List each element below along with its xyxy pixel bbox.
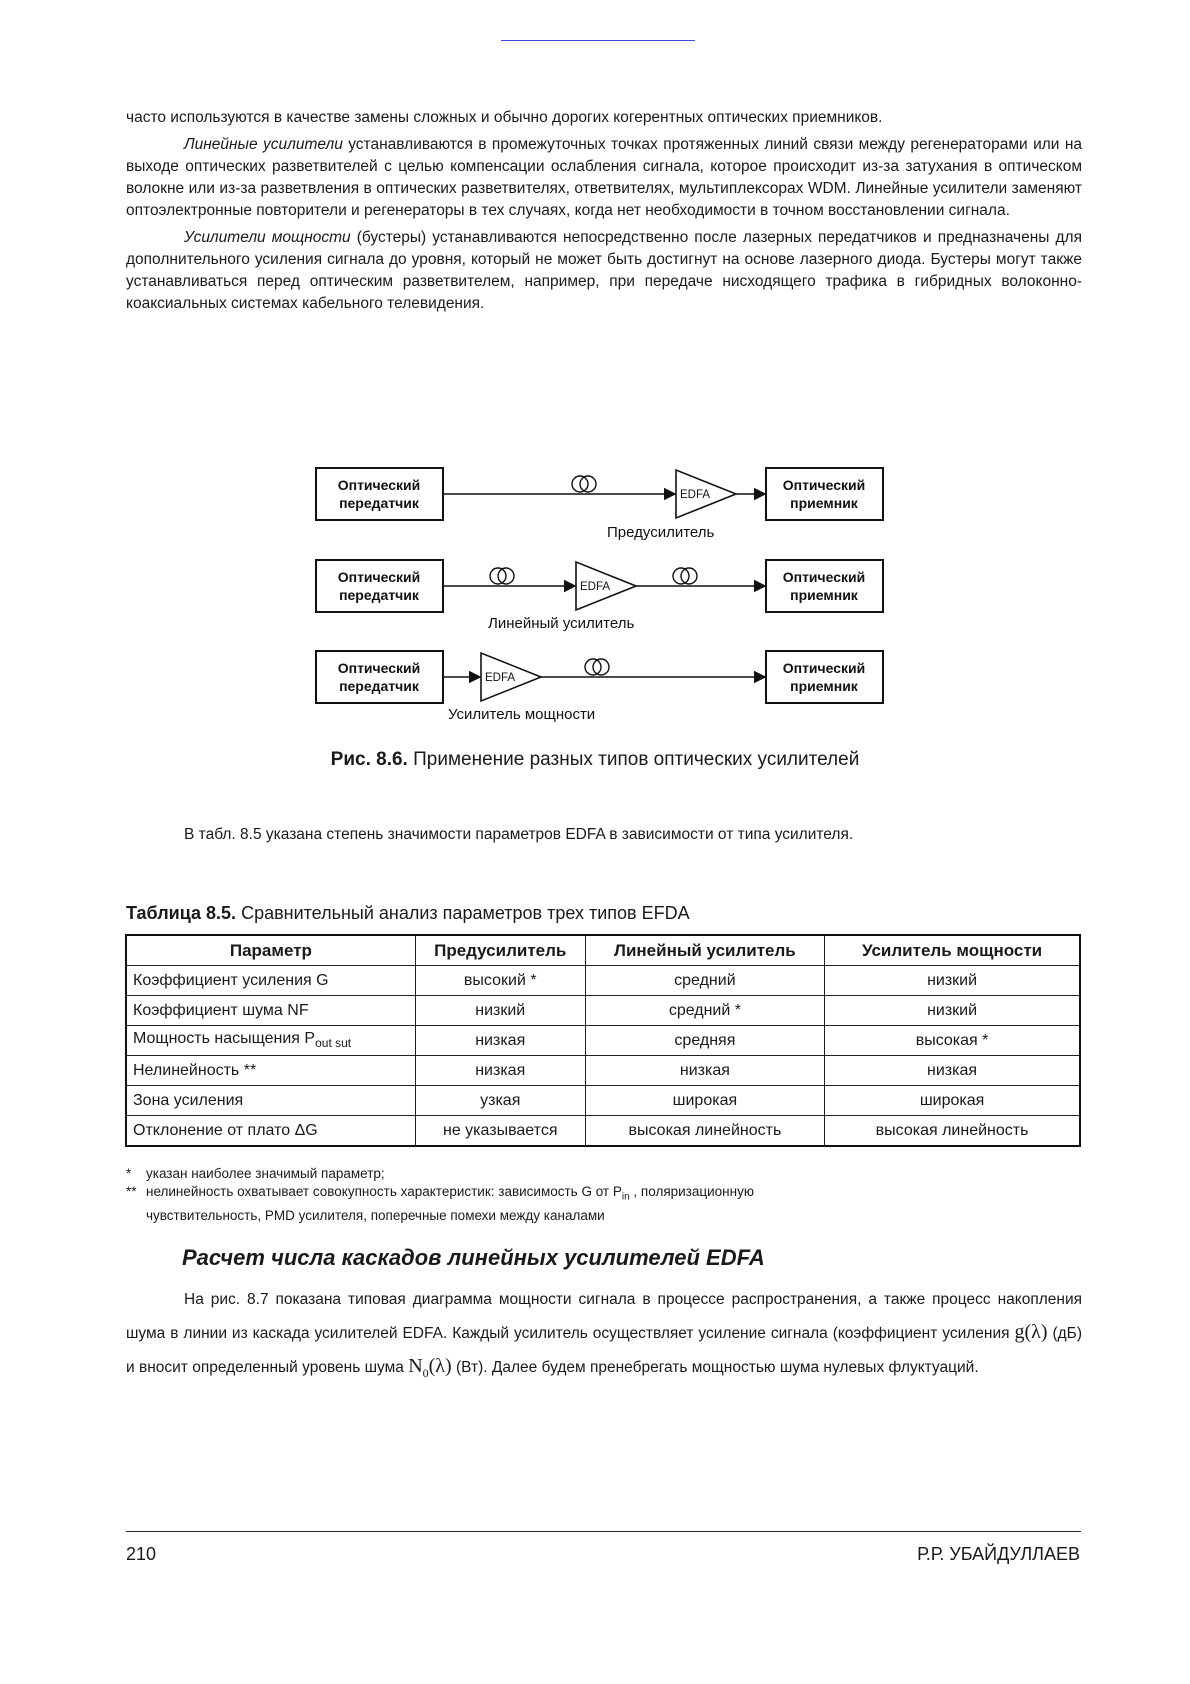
amplifier-diagram	[310, 462, 900, 722]
table-cell: Коэффициент усиления G	[126, 966, 415, 996]
note-1-mark: *	[126, 1166, 132, 1181]
receiver-label-1: Оптический	[782, 477, 866, 493]
receiver-label-1: Оптический	[782, 569, 866, 585]
table-row	[126, 1026, 1080, 1056]
table-cell: высокая линейность	[825, 1116, 1080, 1147]
table-row	[126, 1086, 1080, 1116]
transmitter-label-2: передатчик	[339, 495, 419, 511]
psat-subscript: out sut	[315, 1036, 352, 1051]
caption-power-amplifier: Усилитель мощности	[448, 706, 596, 722]
table-cell: низкая	[415, 1056, 585, 1086]
transmitter-box	[316, 560, 443, 612]
table-cell: не указывается	[415, 1116, 585, 1147]
final-text-b: (дБ) и вносит определенный уровень шума	[126, 1325, 1082, 1376]
edfa-amplifier-icon	[481, 653, 541, 701]
receiver-box	[766, 468, 883, 520]
term-power-amplifiers: Усилители мощности	[184, 229, 351, 246]
psat-label: Мощность насыщения P	[133, 1030, 316, 1048]
transmitter-box	[316, 651, 443, 703]
caption-line-amplifier: Линейный усилитель	[488, 615, 635, 632]
table-cell: широкая	[825, 1086, 1080, 1116]
fiber-coil-icon	[572, 476, 596, 492]
edfa-label: EDFA	[485, 672, 516, 684]
figure-caption-text: Применение разных типов оптических усилителей	[407, 749, 860, 770]
paragraph-1: часто используются в качестве замены сложных и обычно дорогих когерентных оптических приемников.	[126, 109, 883, 126]
noise-symbol: N	[408, 1355, 423, 1377]
table-intro-text: В табл. 8.5 указана степень значимости параметров EDFA в зависимости от типа усилителя.	[184, 826, 854, 843]
transmitter-label-1: Оптический	[337, 660, 421, 676]
paragraph-2-text: устанавливаются в промежуточных точках протяженных линий связи между регенераторами или на выходе оптических разветвителей с целью компенсации ослабления сигнала, которое происходит из-за затухания в оптическом волокне или из-за разветвления в оптических разветвителях, ответвителях, мультиплексорах WDM. Линейные усилители заменяют оптоэлектронные повторители и регенераторы в тех случаях, когда нет необходимости в точном восстановлении сигнала.	[126, 136, 1082, 219]
table-row	[126, 1056, 1080, 1086]
fiber-coil-icon	[673, 568, 697, 584]
transmitter-label-2: передатчик	[339, 587, 419, 603]
edfa-label: EDFA	[680, 489, 711, 501]
receiver-box	[766, 560, 883, 612]
table-cell: широкая	[585, 1086, 824, 1116]
table-cell	[126, 1026, 415, 1056]
term-line-amplifiers: Линейные усилители	[184, 136, 343, 153]
table-cell: средний *	[585, 996, 824, 1026]
table-cell: Коэффициент шума NF	[126, 996, 415, 1026]
transmitter-label-1: Оптический	[337, 477, 421, 493]
header-cell: Усилитель мощности	[825, 935, 1080, 966]
note-2-text	[146, 1183, 754, 1207]
edfa-amplifier-icon	[576, 562, 636, 610]
figure-caption	[0, 749, 1190, 771]
section-heading: Расчет числа каскадов линейных усилителей EDFA	[182, 1245, 765, 1270]
noise-formula	[408, 1355, 452, 1380]
parameters-table	[125, 934, 1081, 1147]
paragraph-line-amplifiers	[126, 134, 1082, 222]
top-link-rule	[501, 40, 695, 41]
table-cell: Нелинейность **	[126, 1056, 415, 1086]
transmitter-label-2: передатчик	[339, 678, 419, 694]
note-2-text-a: нелинейность охватывает совокупность характеристик: зависимость G от P	[146, 1184, 622, 1199]
footer-author: Р.Р. УБАЙДУЛЛАЕВ	[917, 1544, 1080, 1564]
table-header-row	[126, 935, 1080, 966]
receiver-box	[766, 651, 883, 703]
table-cell: низкая	[415, 1026, 585, 1056]
header-cell: Предусилитель	[415, 935, 585, 966]
note-2-subscript: in	[621, 1191, 630, 1203]
final-paragraph-text	[126, 1284, 1082, 1389]
header-cell: Линейный усилитель	[585, 935, 824, 966]
table-intro	[126, 824, 1082, 846]
row-power-amplifier	[316, 651, 883, 722]
header-cell: Параметр	[126, 935, 415, 966]
table-title-text: Сравнительный анализ параметров трех типов EFDA	[236, 903, 690, 923]
edfa-label: EDFA	[580, 581, 611, 593]
table-cell: низкая	[585, 1056, 824, 1086]
table-cell: низкий	[825, 996, 1080, 1026]
table-notes	[126, 1165, 754, 1225]
page-number: 210	[126, 1544, 157, 1564]
caption-preamplifier: Предусилитель	[607, 524, 715, 541]
table-row	[126, 1116, 1080, 1147]
fiber-coil-icon	[490, 568, 514, 584]
table-cell: высокая *	[825, 1026, 1080, 1056]
note-2-text-b: , поляризационную	[629, 1184, 754, 1199]
table-cell: средний	[585, 966, 824, 996]
note-2-continuation	[126, 1207, 754, 1225]
noise-argument: (λ)	[428, 1355, 452, 1377]
final-text-c: (Вт). Далее будем пренебрегать мощностью шума нулевых флуктуаций.	[451, 1359, 979, 1376]
table-cell: низкий	[825, 966, 1080, 996]
receiver-label-1: Оптический	[782, 660, 866, 676]
note-1-text: указан наиболее значимый параметр;	[146, 1166, 385, 1181]
paragraph-3-text: (бустеры) устанавливаются непосредственно после лазерных передатчиков и предназначены для дополнительного усиления сигнала до уровня, который не может быть достигнут на основе лазерного диода. Бустеры могут также устанавливаться перед оптическим разветвителем, например, при передаче нисходящего трафика в гибридных волоконно-коаксиальных системах кабельного телевидения.	[126, 229, 1082, 312]
table-title	[126, 903, 690, 924]
figure-label: Рис. 8.6.	[330, 749, 408, 770]
paragraph-power-amplifiers	[126, 227, 1082, 315]
table-intro-paragraph	[126, 824, 1082, 846]
note-2-line-2: чувствительность, PMD усилителя, поперечные помехи между каналами	[146, 1207, 605, 1223]
table-cell: Зона усиления	[126, 1086, 415, 1116]
transmitter-box	[316, 468, 443, 520]
table-cell: низкий	[415, 996, 585, 1026]
row-line-amplifier	[316, 560, 883, 632]
note-1	[126, 1165, 754, 1183]
gain-formula: g(λ)	[1014, 1321, 1048, 1343]
final-text-a: На рис. 8.7 показана типовая диаграмма мощности сигнала в процессе распространения, а также процесс накопления шума в линии из каскада усилителей EDFA. Каждый усилитель осуществляет усиление сигнала (коэффициент усиления	[126, 1291, 1082, 1342]
transmitter-label-1: Оптический	[337, 569, 421, 585]
table-row	[126, 996, 1080, 1026]
table-cell: Отклонение от плато ΔG	[126, 1116, 415, 1147]
table-cell: узкая	[415, 1086, 585, 1116]
receiver-label-2: приемник	[790, 495, 858, 511]
noise-subscript: 0	[422, 1366, 429, 1380]
fiber-coil-icon	[585, 659, 609, 675]
note-2	[126, 1183, 754, 1207]
table-row	[126, 966, 1080, 996]
receiver-label-2: приемник	[790, 587, 858, 603]
edfa-amplifier-icon	[676, 470, 736, 518]
table-label: Таблица 8.5.	[126, 903, 237, 923]
table-cell: высокая линейность	[585, 1116, 824, 1147]
table-cell: средняя	[585, 1026, 824, 1056]
note-2-mark: **	[126, 1184, 137, 1199]
final-paragraph	[126, 1284, 1082, 1389]
row-preamplifier	[316, 468, 883, 541]
receiver-label-2: приемник	[790, 678, 858, 694]
table-cell: высокий *	[415, 966, 585, 996]
footer-rule	[126, 1531, 1081, 1532]
intro-text	[126, 107, 1082, 315]
table-cell: низкая	[825, 1056, 1080, 1086]
